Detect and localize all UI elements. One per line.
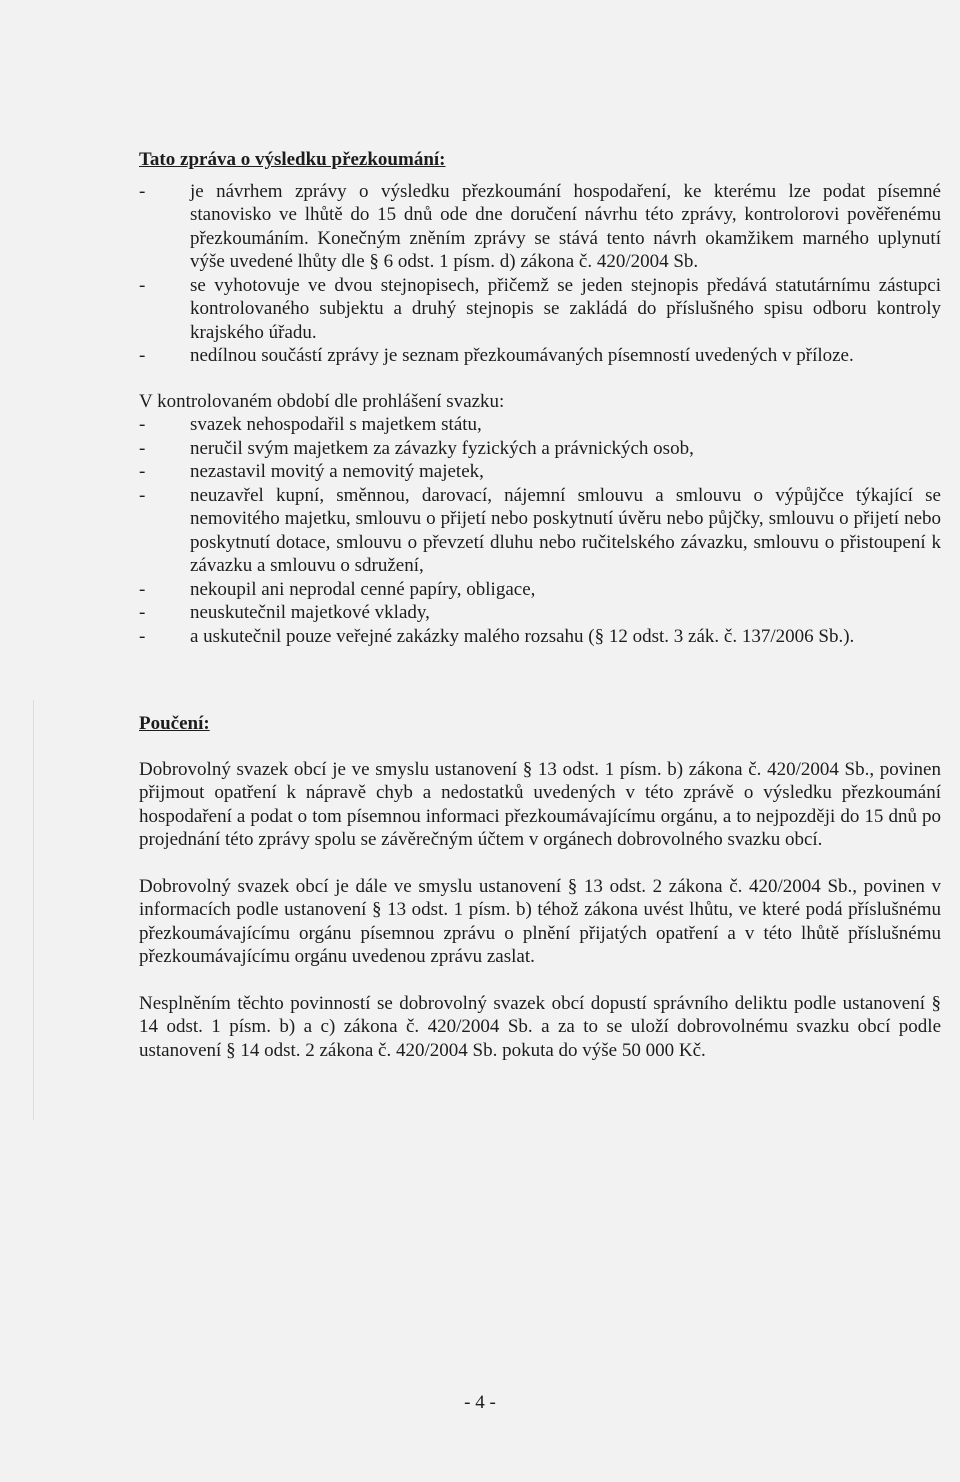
instruction-paragraph: Dobrovolný svazek obcí je ve smyslu ustanovení § 13 odst. 1 písm. b) zákona č. 420/2004 Sb., povinen přijmout opatření k nápravě chyb a nedostatků uvedených v této zprávě o výsledku přezkoumání hospodaření a podat o tom písemnou informaci přezkoumávajícímu orgánu, a to nejpozději do 15 dnů po projednání této zprávy spolu se závěrečným účtem v orgánech dobrovolného svazku obcí.	[139, 758, 941, 850]
list-item	[139, 180, 941, 274]
declaration-intro: V kontrolovaném období dle prohlášení svazku:	[139, 390, 505, 412]
bullet-dash: -	[139, 578, 146, 600]
section-heading-instruction: Poučení:	[139, 713, 210, 734]
bullet-dash: -	[139, 602, 146, 623]
bullet-dash: -	[139, 274, 146, 296]
list-item	[139, 460, 941, 484]
list-item-text: je návrhem zprávy o výsledku přezkoumání hospodaření, ke kterému lze podat písemné stanovisko ve lhůtě do 15 dnů ode dne doručení návrhu této zprávy, kontrolorovi pověřenému přezkoumáním. Konečným zněním zprávy se stává tento návrh okamžikem marného uplynutí výše uvedené lhůty dle § 6 odst. 1 písm. d) zákona č. 420/2004 Sb.	[190, 180, 941, 272]
list-item-text: neuskutečnil majetkové vklady,	[190, 602, 430, 623]
list-item	[139, 413, 941, 437]
bullet-dash: -	[139, 461, 146, 482]
bullet-dash: -	[139, 345, 146, 366]
list-item-text: neuzavřel kupní, směnnou, darovací, nájemní smlouvu a smlouvu o výpůjčce týkající se nemovitého majetku, smlouvu o přijetí nebo poskytnutí úvěru nebo půjčky, smlouvu o přijetí nebo poskytnutí dotace, smlouvu o převzetí dluhu nebo ručitelského závazku, smlouvu o přistoupení k závazku a smlouvu o sdružení,	[190, 484, 941, 576]
bullet-dash: -	[139, 180, 146, 202]
bullet-dash: -	[139, 414, 146, 435]
declaration-bullet-list	[139, 413, 941, 648]
list-item-text: se vyhotovuje ve dvou stejnopisech, přičemž se jeden stejnopis předává statutárnímu zástupci kontrolovaného subjektu a druhý stejnopis se zakládá do příslušného spisu odboru kontroly krajského úřadu.	[190, 274, 941, 343]
document-body	[139, 148, 941, 1062]
bullet-dash: -	[139, 437, 146, 459]
instruction-paragraph: Dobrovolný svazek obcí je dále ve smyslu ustanovení § 13 odst. 2 zákona č. 420/2004 Sb., povinen v informacích podle ustanovení § 13 odst. 1 písm. b) téhož zákona uvést lhůtu, ve které podá příslušnému přezkoumávajícímu orgánu písemnou zprávu o plnění přijatých opatření a v této lhůtě příslušnému přezkoumávajícímu orgánu uvedenou zprávu zaslat.	[139, 875, 941, 967]
scan-margin-line	[33, 700, 34, 1120]
list-item-text: a uskutečnil pouze veřejné zakázky malého rozsahu (§ 12 odst. 3 zák. č. 137/2006 Sb.).	[190, 625, 855, 647]
instruction-paragraph: Nesplněním těchto povinností se dobrovolný svazek obcí dopustí správního deliktu podle ustanovení § 14 odst. 1 písm. b) a c) zákona č. 420/2004 Sb. a za to se uloží dobrovolnému svazku obcí podle ustanovení § 14 odst. 2 zákona č. 420/2004 Sb. pokuta do výše 50 000 Kč.	[139, 992, 941, 1061]
list-item	[139, 437, 941, 461]
list-item	[139, 578, 941, 602]
report-bullet-list	[139, 180, 941, 368]
list-item-text: neručil svým majetkem za závazky fyzických a právnických osob,	[190, 437, 694, 459]
list-item	[139, 484, 941, 578]
list-item-text: nekoupil ani neprodal cenné papíry, obligace,	[190, 578, 536, 600]
section-heading-report: Tato zpráva o výsledku přezkoumání:	[139, 149, 446, 170]
list-item	[139, 625, 941, 649]
list-item	[139, 274, 941, 345]
bullet-dash: -	[139, 625, 146, 647]
bullet-dash: -	[139, 484, 146, 506]
list-item-text: nedílnou součástí zprávy je seznam přezkoumávaných písemností uvedených v příloze.	[190, 345, 854, 366]
list-item	[139, 344, 941, 368]
list-item-text: nezastavil movitý a nemovitý majetek,	[190, 461, 484, 482]
list-item	[139, 601, 941, 625]
page-number: - 4 -	[464, 1392, 496, 1413]
list-item-text: svazek nehospodařil s majetkem státu,	[190, 414, 482, 435]
